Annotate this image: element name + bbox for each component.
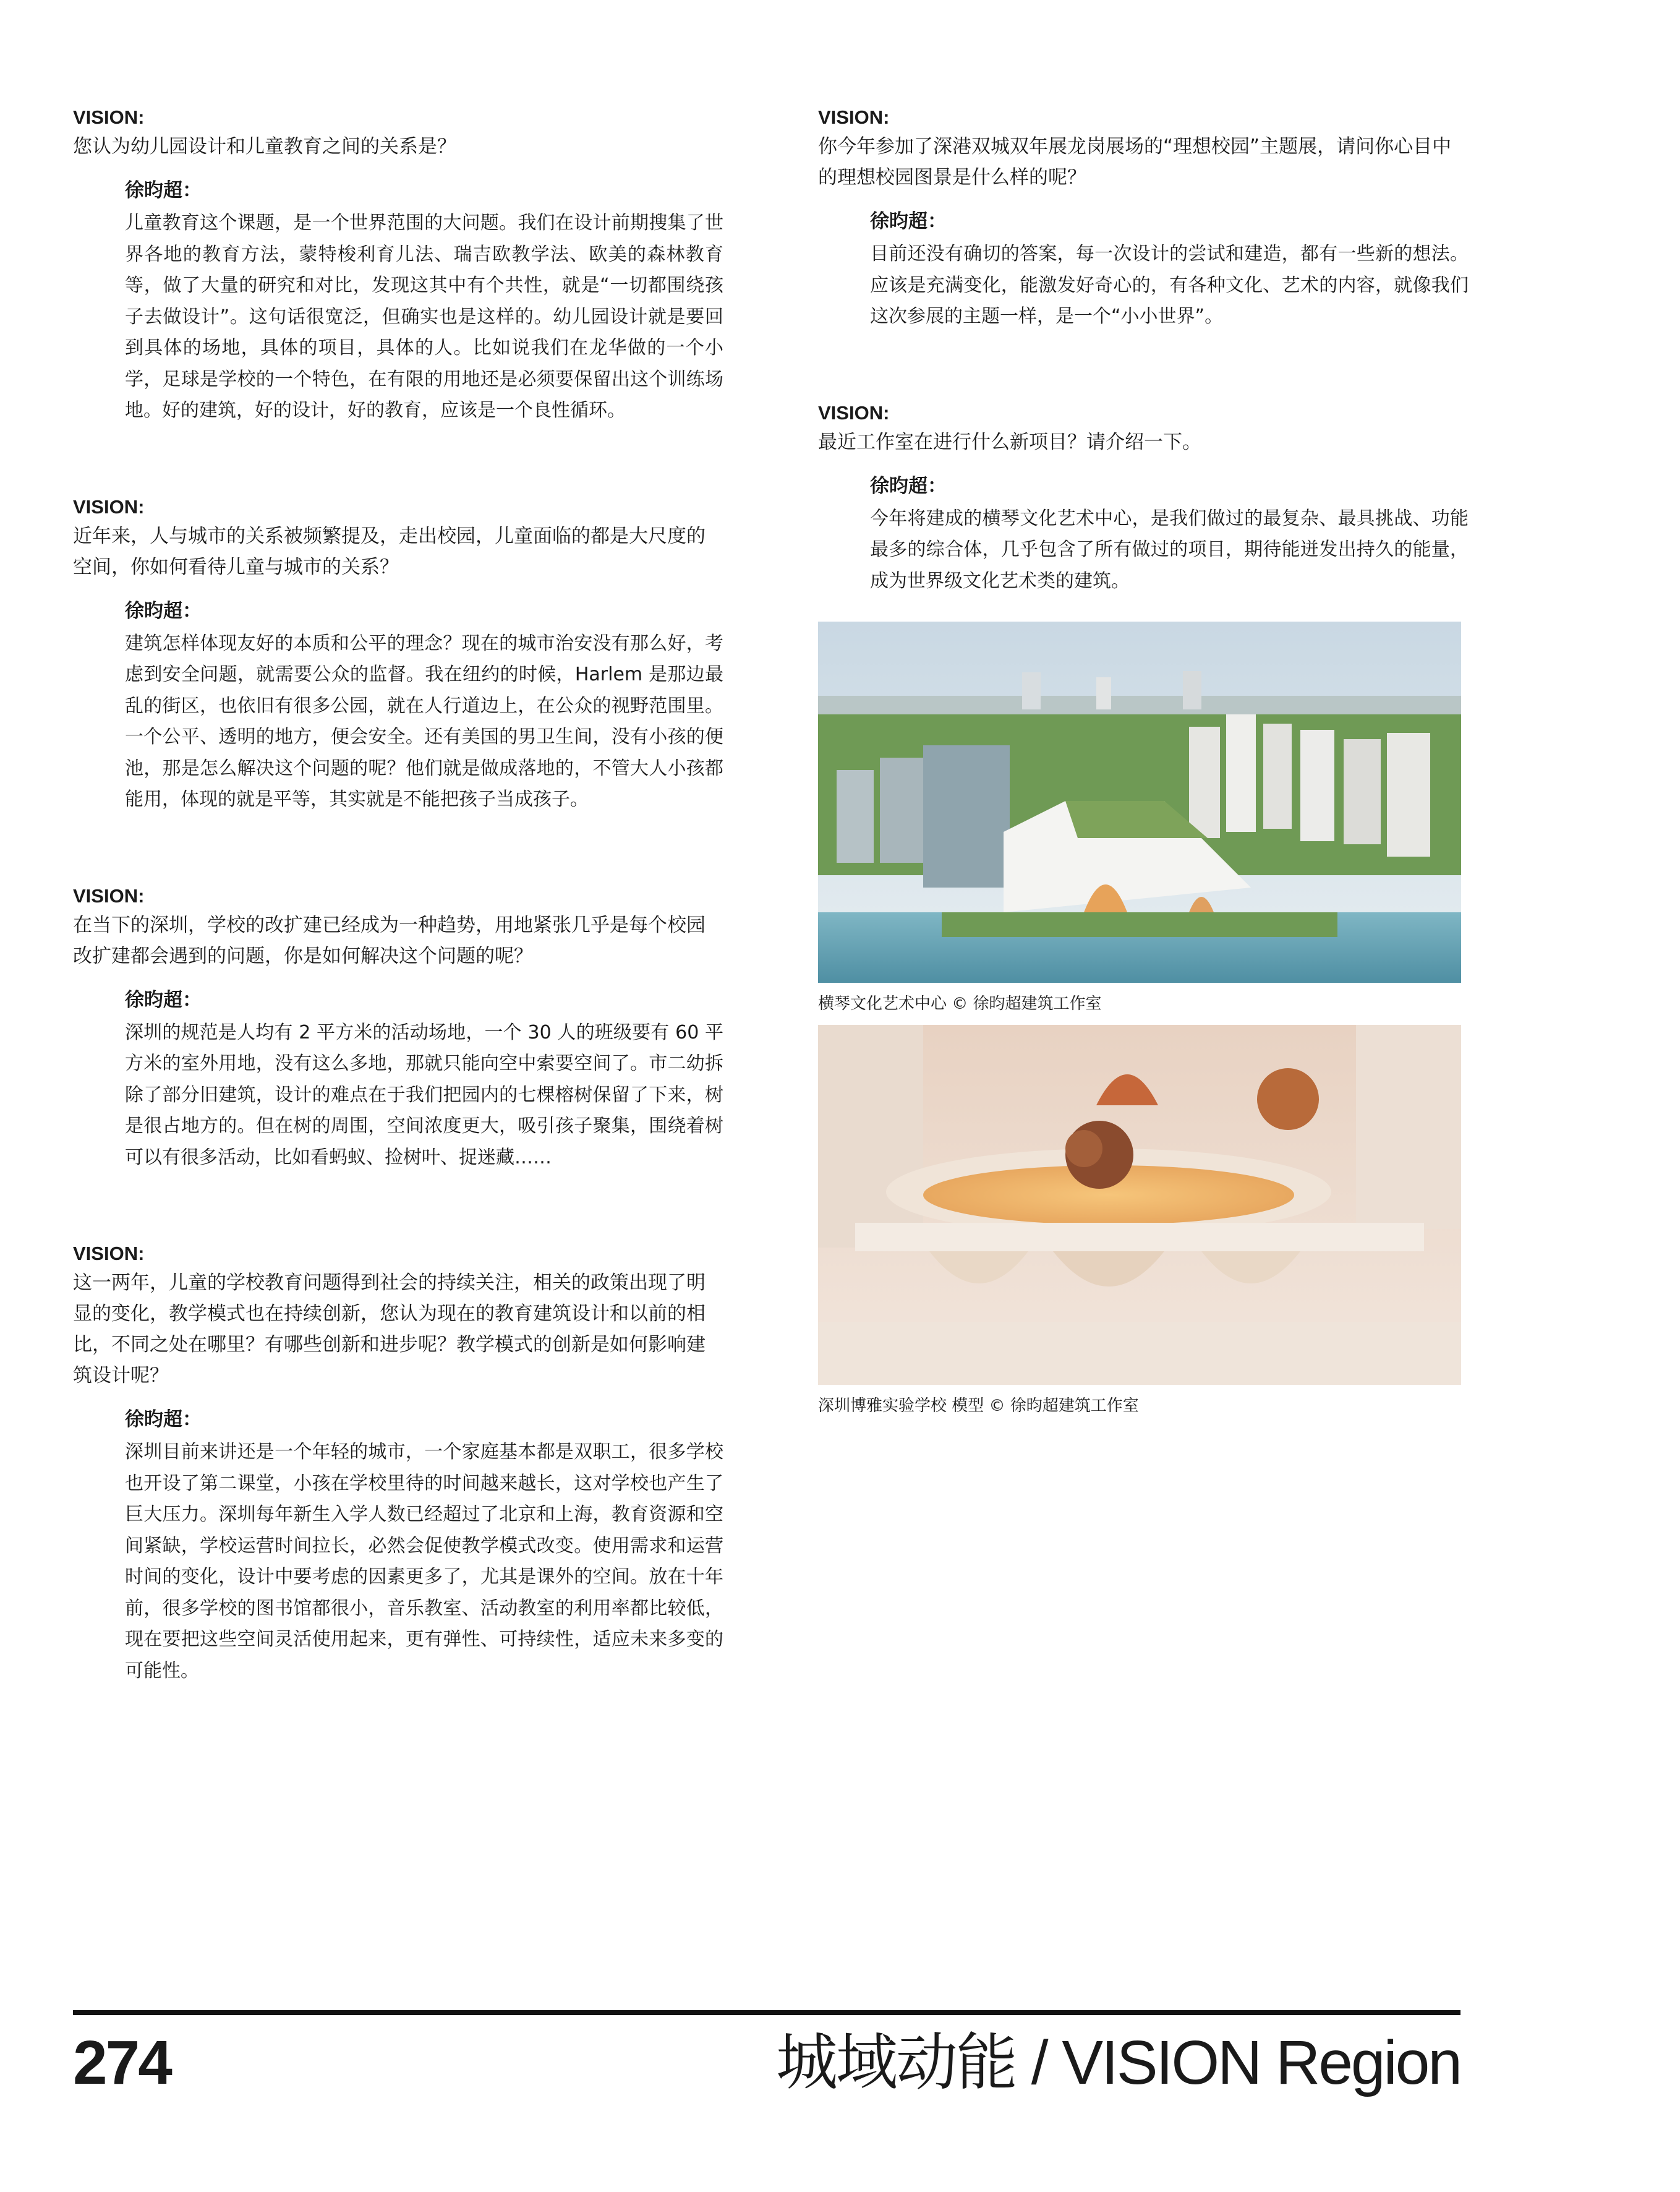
interview-question: 在当下的深圳，学校的改扩建已经成为一种趋势，用地紧张几乎是每个校园改扩建都会遇到的问题，你是如何解决这个问题的呢？ xyxy=(73,914,706,967)
answer-block xyxy=(125,177,723,427)
qa-block xyxy=(73,1240,723,1687)
interview-answer: 今年将建成的横琴文化艺术中心，是我们做过的最复杂、最具挑战、功能最多的综合体，几乎包含了所有做过的项目，期待能迸发出持久的能量，成为世界级文化艺术类的建筑。 xyxy=(870,507,1469,592)
figure-caption: 横琴文化艺术中心 © 徐昀超建筑工作室 xyxy=(818,995,1102,1013)
interview-question: 这一两年，儿童的学校教育问题得到社会的持续关注，相关的政策出现了明显的变化，教学模式也在持续创新，您认为现在的教育建筑设计和以前的相比，不同之处在哪里？有哪些创新和进步呢？教学模式的创新是如何影响建筑设计呢？ xyxy=(73,1272,706,1387)
answer-block xyxy=(125,1406,723,1687)
hengqin-rendering-image xyxy=(818,622,1461,983)
left-column xyxy=(73,104,723,1687)
vision-label: VISION: xyxy=(73,884,145,907)
figure-caption: 深圳博雅实验学校 模型 © 徐昀超建筑工作室 xyxy=(818,1397,1139,1415)
interview-answer: 深圳的规范是人均有 2 平方米的活动场地，一个 30 人的班级要有 60 平方米的室外用地，没有这么多地，那就只能向空中索要空间了。市二幼拆除了部分旧建筑，设计的难点在于我们把园内的七棵榕树保留了下来，树是很占地方的。但在树的周围，空间浓度更大，吸引孩子聚集，围绕着树可以有很多活动，比如看蚂蚁、捡树叶、捉迷藏…… xyxy=(125,1021,723,1168)
interview-question: 最近工作室在进行什么新项目？请介绍一下。 xyxy=(818,430,1201,453)
vision-label: VISION: xyxy=(73,495,145,518)
qa-block xyxy=(73,104,723,427)
interview-question: 你今年参加了深港双城双年展龙岗展场的“理想校园”主题展，请问你心目中的理想校园图景是什么样的呢？ xyxy=(818,135,1452,189)
answerer-name: 徐昀超： xyxy=(125,599,202,622)
vision-label: VISION: xyxy=(818,401,890,424)
vision-label: VISION: xyxy=(73,1243,145,1264)
interview-question: 您认为幼儿园设计和儿童教育之间的关系是？ xyxy=(73,135,456,158)
answer-block xyxy=(125,987,723,1174)
qa-block xyxy=(73,883,723,1174)
interview-answer: 建筑怎样体现友好的本质和公平的理念？现在的城市治安没有那么好，考虑到安全问题，就需要公众的监督。我在纽约的时候，Harlem 是那边最乱的街区，也依旧有很多公园，就在人行道边上，在公众的视野范围里。一个公平、透明的地方，便会安全。还有美国的男卫生间，没有小孩的便池，那是怎么解决这个问题的呢？他们就是做成落地的，不管大人小孩都能用，体现的就是平等，其实就是不能把孩子当成孩子。 xyxy=(125,632,723,810)
answer-block xyxy=(870,473,1469,597)
interview-question: 近年来，人与城市的关系被频繁提及，走出校园，儿童面临的都是大尺度的空间，你如何看待儿童与城市的关系？ xyxy=(73,524,706,578)
vision-label: VISION: xyxy=(73,106,145,128)
right-column xyxy=(818,104,1469,1427)
qa-block xyxy=(818,400,1469,597)
qa-block xyxy=(818,104,1469,333)
answer-block xyxy=(125,597,723,816)
answerer-name: 徐昀超： xyxy=(125,1408,202,1431)
answerer-name: 徐昀超： xyxy=(870,210,947,233)
page-number: 274 xyxy=(73,2028,171,2097)
figure-hengqin xyxy=(818,622,1469,1016)
vision-label: VISION: xyxy=(818,106,890,128)
interview-answer: 目前还没有确切的答案，每一次设计的尝试和建造，都有一些新的想法。应该是充满变化，能激发好奇心的，有各种文化、艺术的内容，就像我们这次参展的主题一样，是一个“小小世界”。 xyxy=(870,243,1469,327)
interview-answer: 深圳目前来讲还是一个年轻的城市，一个家庭基本都是双职工，很多学校也开设了第二课堂，小孩在学校里待的时间越来越长，这对学校也产生了巨大压力。深圳每年新生入学人数已经超过了北京和上海，教育资源和空间紧缺，学校运营时间拉长，必然会促使教学模式改变。使用需求和运营时间的变化，设计中要考虑的因素更多了，尤其是课外的空间。放在十年前，很多学校的图书馆都很小，音乐教室、活动教室的利用率都比较低，现在要把这些空间灵活使用起来，更有弹性、可持续性，适应未来多变的可能性。 xyxy=(125,1441,723,1682)
answer-block xyxy=(870,208,1469,333)
boya-school-model-image xyxy=(818,1025,1461,1385)
answerer-name: 徐昀超： xyxy=(125,988,202,1011)
footer-divider xyxy=(73,2010,1460,2015)
answerer-name: 徐昀超： xyxy=(125,179,202,202)
section-title: 城域动能 / VISION Region xyxy=(776,2028,1460,2097)
figure-boya-school xyxy=(818,1025,1469,1418)
qa-block xyxy=(73,494,723,816)
answerer-name: 徐昀超： xyxy=(870,474,947,497)
interview-answer: 儿童教育这个课题，是一个世界范围的大问题。我们在设计前期搜集了世界各地的教育方法，蒙特梭利育儿法、瑞吉欧教学法、欧美的森林教育等，做了大量的研究和对比，发现这其中有个共性，就是“一切都围绕孩子去做设计”。这句话很宽泛，但确实也是这样的。幼儿园设计就是要回到具体的场地，具体的项目，具体的人。比如说我们在龙华做的一个小学，足球是学校的一个特色，在有限的用地还是必须要保留出这个训练场地。好的建筑，好的设计，好的教育，应该是一个良性循环。 xyxy=(125,212,723,421)
